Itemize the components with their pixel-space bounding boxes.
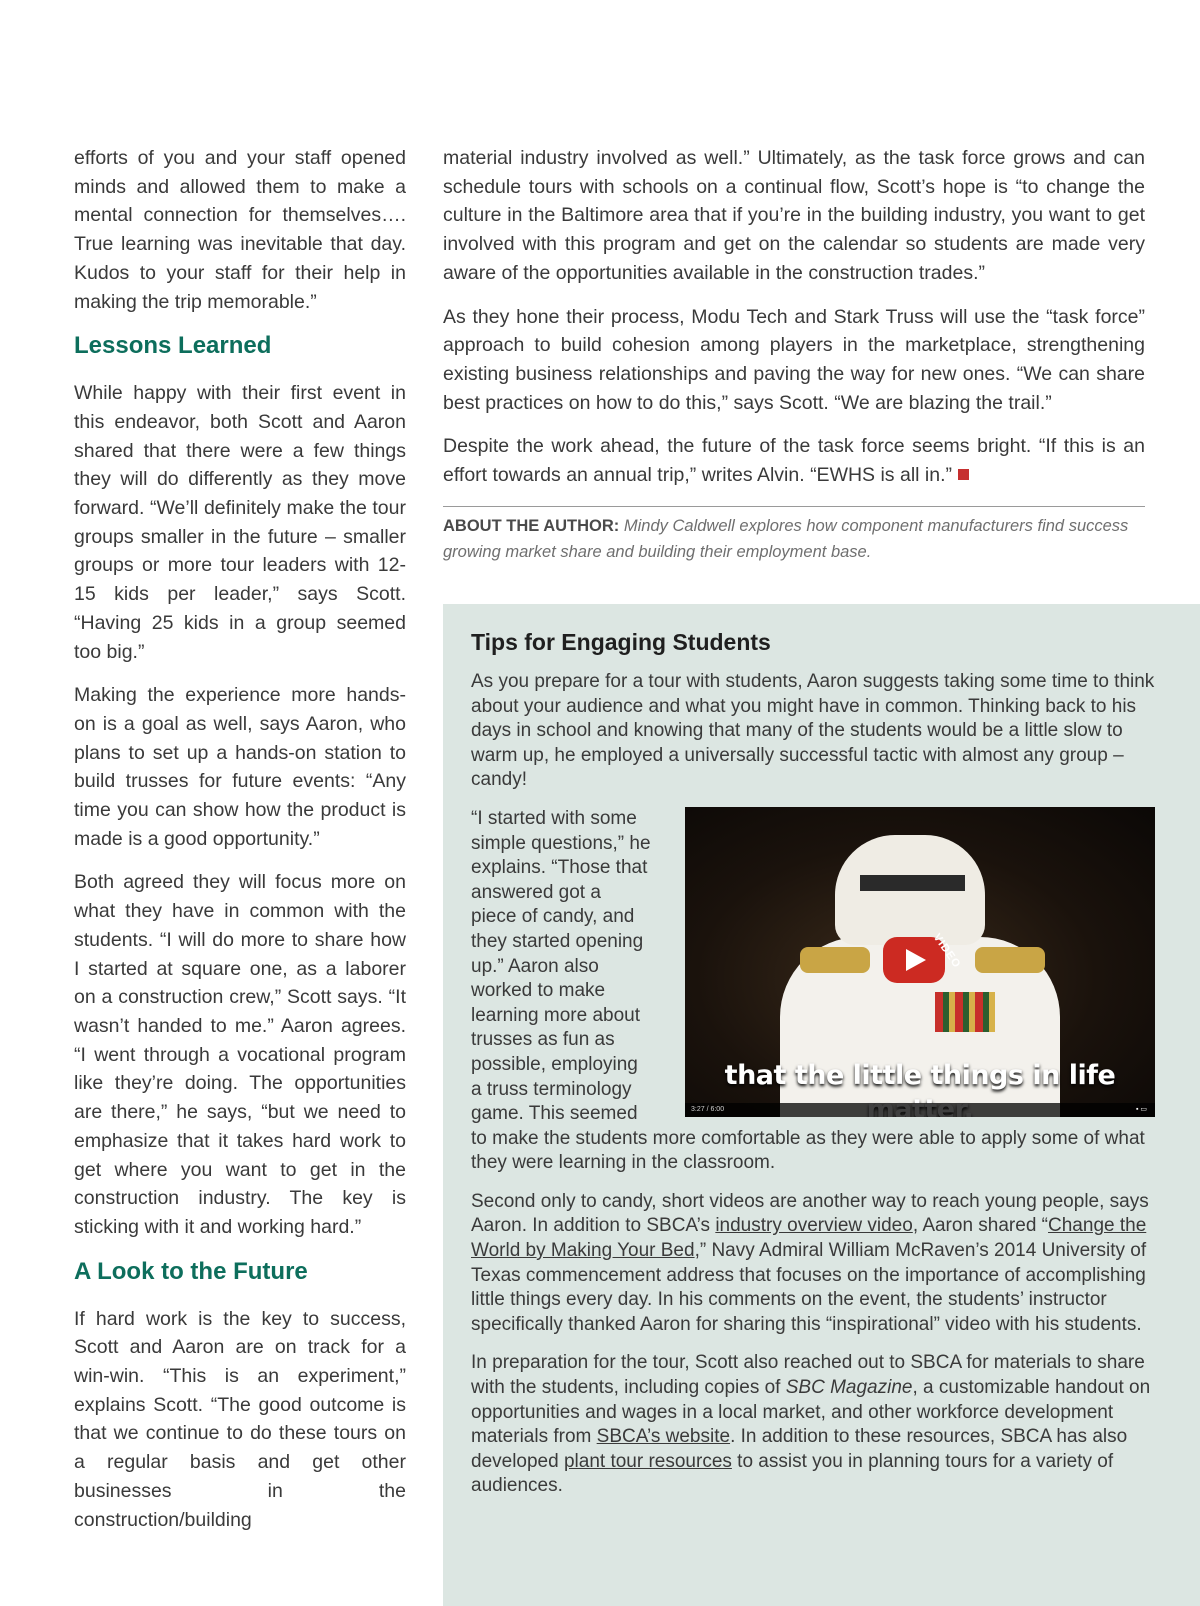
right-paragraph-3-text: Despite the work ahead, the future of the task force seems bright. “If this is an effort towards an annual trip,” writes Alvin. “EWHS is all in.” bbox=[443, 435, 1145, 487]
end-of-article-mark bbox=[958, 469, 969, 480]
tips-title: Tips for Engaging Students bbox=[471, 629, 771, 655]
left-paragraph-1: efforts of you and your staff opened minds and allowed them to make a mental connection for themselves…. True learning was inevitable that day. Kudos to your staff for their help in making the trip memorable.” bbox=[74, 147, 406, 313]
sbca-website-link[interactable]: SBCA’s website bbox=[596, 1426, 731, 1448]
author-bio: Mindy Caldwell explores how component manufacturers find success growing market share and building their employment base. bbox=[443, 516, 1129, 561]
about-the-author bbox=[443, 513, 1145, 565]
cap-band bbox=[860, 875, 965, 891]
epaulette-right bbox=[975, 947, 1045, 973]
tips-p3-text-b: , Aaron shared “ bbox=[912, 1215, 1049, 1237]
author-label: ABOUT THE AUTHOR: bbox=[443, 516, 620, 535]
left-paragraph-4: Both agreed they will focus more on what they have in common with the students. “I will do more to share how I started at square one, as a laborer on a construction crew,” Scott says. “It wasn’t handed to me.” Aaron agrees. “I went through a vocational program like they’re doing. The opportunities are there,” he says, “but we need to emphasize that it takes hard work to get where you want to get in the construction industry. The key is sticking with it and working hard.” bbox=[74, 871, 406, 1238]
tips-content bbox=[471, 628, 1163, 1513]
right-paragraph-3 bbox=[443, 432, 1145, 489]
tips-p4-text-d: to assist you in planning tours for a variety of audiences. bbox=[471, 1450, 1114, 1497]
tips-p3-text-a: Second only to candy, short videos are another way to reach young people, says Aaron. In addition to SBCA’s bbox=[471, 1190, 1149, 1237]
lessons-learned-heading: Lessons Learned bbox=[74, 332, 272, 360]
tips-p4-text-b: , a customizable handout on opportunities and wages in a local market, and other workforce development materials from bbox=[471, 1377, 1151, 1448]
make-your-bed-video-link[interactable]: Change the World by Making Your Bed bbox=[471, 1215, 1147, 1262]
tips-p3-text-c: ,” Navy Admiral William McRaven’s 2014 University of Texas commencement address that focuses on the importance of accomplishing little things every day. In his comments on the event, the students’ instructor specifically thanked Aaron for sharing this “inspirational” video with his students. bbox=[471, 1240, 1147, 1335]
video-timestamp: 3:27 / 6:00 bbox=[691, 1105, 725, 1113]
tips-paragraph-4 bbox=[471, 1351, 1163, 1499]
video-thumbnail[interactable] bbox=[685, 807, 1155, 1117]
look-to-future-heading: A Look to the Future bbox=[74, 1257, 308, 1285]
right-column bbox=[443, 144, 1145, 565]
left-paragraph-2: While happy with their first event in this endeavor, both Scott and Aaron shared that there were a few things they will do differently as they move forward. “We’ll definitely make the tour groups smaller in the future – smaller groups or more tour leaders with 12-15 kids per leader,” says Scott. “Having 25 kids in a group seemed too big.” bbox=[74, 382, 406, 663]
tips-p4-text-c: . In addition to these resources, SBCA has also developed bbox=[471, 1426, 1128, 1472]
sbc-magazine-title: SBC Magazine bbox=[785, 1377, 913, 1399]
tips-paragraph-1: As you prepare for a tour with students, Aaron suggests taking some time to think about your audience and what you might have in common. Thinking back to his days in school and knowing that many of the students would be a little slow to warm up, he employed a universally successful tactic with almost any group – candy! bbox=[471, 671, 1155, 791]
tips-sidebar-box bbox=[443, 604, 1200, 1606]
right-paragraph-2: As they hone their process, Modu Tech and Stark Truss will use the “task force” approach to build cohesion among players in the marketplace, strengthening existing business relationships and paving the way for new ones. “We can share best practices on how to do this,” says Scott. “We are blazing the trail.” bbox=[443, 305, 1145, 414]
left-column bbox=[74, 144, 406, 1549]
video-controls-bar[interactable] bbox=[685, 1103, 1155, 1117]
video-control-icons[interactable]: ▪ ▭ bbox=[1135, 1105, 1147, 1113]
video-caption: that the little things in life bbox=[724, 1059, 1116, 1091]
medal-ribbons bbox=[935, 992, 995, 1032]
tips-p4-text-a: In preparation for the tour, Scott also reached out to SBCA for materials to share with the students, including copies of bbox=[471, 1352, 1145, 1399]
author-divider bbox=[443, 506, 1145, 507]
tips-paragraph-3 bbox=[471, 1190, 1163, 1338]
plant-tour-resources-link[interactable]: plant tour resources bbox=[563, 1450, 732, 1472]
right-paragraph-1: material industry involved as well.” Ultimately, as the task force grows and can schedule tours with schools on a continual flow, Scott’s hope is “to change the culture in the Baltimore area that if you’re in the building industry, you want to get involved with this program and get on the calendar so students are made very aware of the opportunities available in the construction trades.” bbox=[443, 147, 1145, 284]
left-paragraph-3: Making the experience more hands-on is a goal as well, says Aaron, who plans to set up a hands-on station to build trusses for future events: “Any time you can show how the product is made is a good opportunity.” bbox=[74, 684, 406, 850]
tips-paragraph-2: “I started with some simple questions,” he explains. “Those that answered got a piece of candy, and they started opening up.” Aaron also worked to make learning more about trusses as fun as possible, employing a truss terminology game. This seemed to make the students more comfortable as they were able to apply some of what they were learning in the classroom. bbox=[471, 807, 1145, 1174]
video-badge: VIDEO bbox=[930, 931, 964, 971]
epaulette-left bbox=[800, 947, 870, 973]
left-paragraph-5: If hard work is the key to success, Scott and Aaron are on track for a win-win. “This is an experiment,” explains Scott. “The good outcome is that we continue to do these tours on a regular basis and get other businesses in the construction/building bbox=[74, 1307, 406, 1531]
industry-overview-video-link[interactable]: industry overview video bbox=[715, 1215, 913, 1237]
